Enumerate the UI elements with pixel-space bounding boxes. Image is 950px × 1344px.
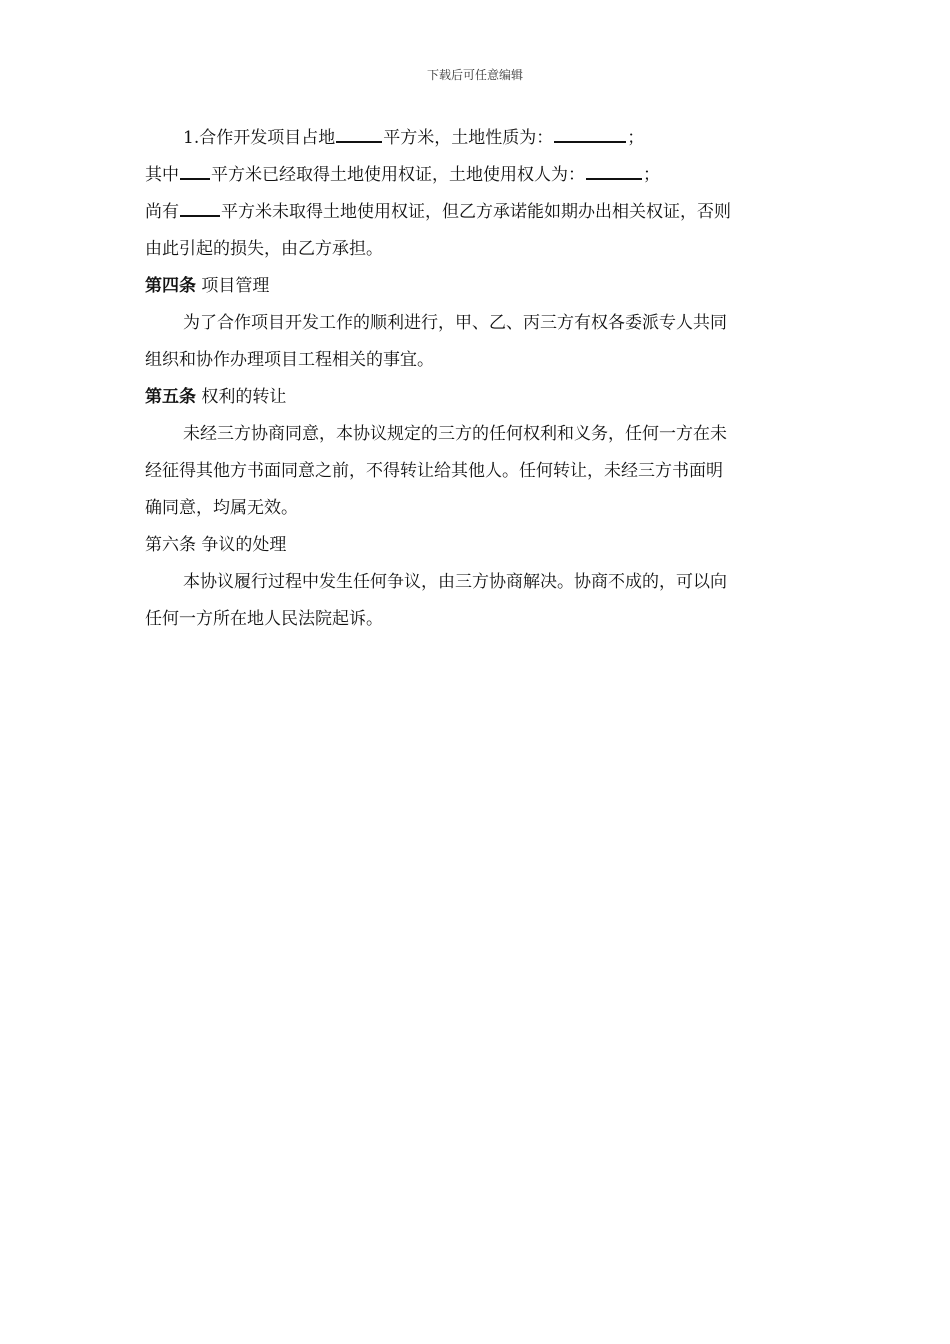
line2-end-punct: ； [643,165,660,185]
article5-body-line1: 未经三方协商同意，本协议规定的三方的任何权利和义务，任何一方在未 [183,424,727,444]
land-nature-text: 平方米，土地性质为： [383,128,554,148]
article4-heading [145,268,805,305]
article6-body-line2: 任何一方所在地人民法院起诉。 [145,609,383,629]
page-header-note: 下载后可任意编辑 [426,68,523,82]
article5-body-line3: 确同意，均属无效。 [145,498,298,518]
article5-body-line2: 经征得其他方书面同意之前，不得转让给其他人。任何转让，未经三方书面明 [145,461,723,481]
article4-title: 项目管理 [201,276,270,296]
article4-label: 第四条 [145,276,196,296]
uncertified-land-line [145,194,805,231]
loss-liability-line: 由此引起的损失，由乙方承担。 [145,239,383,259]
land-area-line [145,120,805,157]
article5-title: 权利的转让 [201,387,287,407]
article6-body-line1: 本协议履行过程中发生任何争议，由三方协商解决。协商不成的，可以向 [183,572,727,592]
article5-label: 第五条 [145,387,196,407]
article5-heading [145,379,805,416]
certified-prefix: 其中 [145,165,179,185]
certified-area-blank[interactable] [180,177,210,180]
article4-body-line1: 为了合作项目开发工作的顺利进行，甲、乙、丙三方有权各委派专人共同 [183,313,727,333]
land-area-blank[interactable] [336,140,382,143]
document-body [145,120,805,638]
line1-end-punct: ； [627,128,645,148]
article4-body-line2: 组织和协作办理项目工程相关的事宜。 [145,350,434,370]
article6-title: 争议的处理 [201,535,287,555]
land-area-text: 1.合作开发项目占地 [183,128,336,148]
uncertified-prefix: 尚有 [145,202,179,222]
certified-land-line [145,157,805,194]
uncertified-area-blank[interactable] [180,214,220,217]
land-user-blank[interactable] [586,177,642,180]
certified-text: 平方米已经取得土地使用权证，土地使用权人为： [211,165,585,185]
uncertified-text: 平方米未取得土地使用权证，但乙方承诺能如期办出相关权证，否则 [221,202,731,222]
article6-label: 第六条 [145,535,196,555]
article6-heading [145,527,805,564]
land-nature-blank[interactable] [554,140,626,143]
